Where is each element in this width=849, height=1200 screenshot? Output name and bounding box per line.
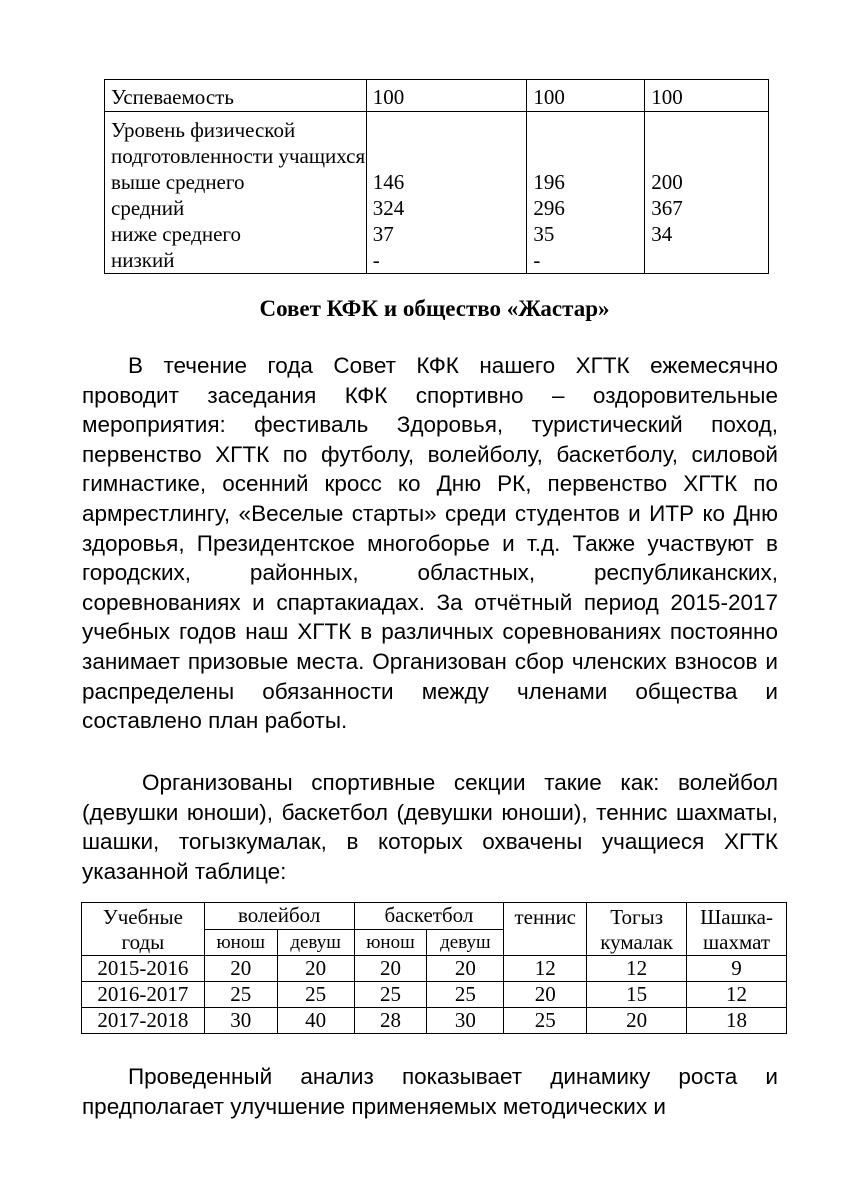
table-cell: 20 (354, 956, 427, 982)
sports-sections-table (81, 902, 787, 1034)
column-header: волейбол (204, 903, 354, 930)
table-row (105, 169, 769, 195)
table-row (105, 221, 769, 247)
table-row (82, 982, 787, 1008)
paragraph: Организованы спортивные секции такие как: волейбол (девушки юноши), баскетбол (девушки юноши), теннис шахматы, шашки, тогызкумалак, в которых охвачены учащиеся ХГТК указанной таблице: (82, 770, 778, 884)
table-cell: 100 (527, 80, 645, 112)
table-cell: низкий (105, 247, 367, 274)
table-row (105, 247, 769, 274)
table-cell: выше среднего (105, 169, 367, 195)
table-cell: 25 (204, 982, 277, 1008)
table-cell: 34 (645, 221, 769, 247)
table-row (82, 1008, 787, 1034)
table-cell: 20 (277, 956, 354, 982)
table-cell: 25 (504, 1008, 587, 1034)
column-header: Тогыз кумалак (587, 903, 687, 956)
table-cell: - (527, 247, 645, 274)
table-row (105, 195, 769, 221)
table-cell: 9 (687, 956, 787, 982)
table-cell: 30 (427, 1008, 504, 1034)
table-cell: 2015-2016 (82, 956, 205, 982)
table-cell: 12 (587, 956, 687, 982)
table-cell: 2017-2018 (82, 1008, 205, 1034)
paragraph: В течение года Совет КФК нашего ХГТК ежемесячно проводит заседания КФК спортивно – оздоровительные мероприятия: фестиваль Здоровья, туристический поход, первенство ХГТК по футболу, волейболу, баскетболу, силовой гимнастике, осенний кросс ко Дню РК, первенство ХГТК по армрестлингу, «Веселые старты» среди студентов и ИТР ко Дню здоровья, Президентское многоборье и т.д. Также участвуют в городских, районных, областных, республиканских, соревнованиях и спартакиадах. За отчётный период 2015-2017 учебных годов наш ХГТК в различных соревнованиях постоянно занимает призовые места. Организован сбор членских взносов и распределены обязанности между членами общества и составлено план работы. (82, 353, 778, 734)
table-cell: 2016-2017 (82, 982, 205, 1008)
table-cell: 25 (427, 982, 504, 1008)
table-cell: 196 (527, 169, 645, 195)
table-cell: 20 (427, 956, 504, 982)
column-header: баскетбол (354, 903, 504, 930)
table-cell: 200 (645, 169, 769, 195)
table-header-row (82, 903, 787, 930)
table-cell (645, 247, 769, 274)
table-cell: 12 (504, 956, 587, 982)
table-cell: 100 (366, 80, 527, 112)
table-cell: 20 (587, 1008, 687, 1034)
table-cell: 296 (527, 195, 645, 221)
column-subheader: юнош (204, 929, 277, 956)
table-cell: 35 (527, 221, 645, 247)
table-cell: 324 (366, 195, 527, 221)
table-cell: 100 (645, 80, 769, 112)
table-cell: 18 (687, 1008, 787, 1034)
table-cell (366, 112, 527, 170)
table-cell: - (366, 247, 527, 274)
table-cell: 146 (366, 169, 527, 195)
table-cell (527, 112, 645, 170)
column-subheader: юнош (354, 929, 427, 956)
performance-table (104, 79, 769, 274)
column-header: Учебные годы (82, 903, 205, 956)
table-cell: 30 (204, 1008, 277, 1034)
column-header: Шашка-шахмат (687, 903, 787, 956)
column-subheader: девуш (277, 929, 354, 956)
table-row (105, 112, 769, 170)
table-cell: 20 (204, 956, 277, 982)
column-subheader: девуш (427, 929, 504, 956)
table-cell: 367 (645, 195, 769, 221)
table-cell: Успеваемость (105, 80, 367, 112)
section-heading: Совет КФК и общество «Жастар» (259, 296, 610, 321)
table-cell: 25 (277, 982, 354, 1008)
table-cell: ниже среднего (105, 221, 367, 247)
table-row (105, 80, 769, 112)
table-row (82, 956, 787, 982)
table-cell: 12 (687, 982, 787, 1008)
table-cell: 20 (504, 982, 587, 1008)
table-cell: 25 (354, 982, 427, 1008)
table-cell: средний (105, 195, 367, 221)
paragraph: Проведенный анализ показывает динамику роста и предполагает улучшение применяемых методических и (82, 1064, 778, 1119)
table-cell (645, 112, 769, 170)
table-cell: 28 (354, 1008, 427, 1034)
table-cell: Уровень физической подготовленности учащихся (105, 112, 367, 170)
table-cell: 15 (587, 982, 687, 1008)
table-cell: 40 (277, 1008, 354, 1034)
table-cell: 37 (366, 221, 527, 247)
column-header: теннис (504, 903, 587, 956)
